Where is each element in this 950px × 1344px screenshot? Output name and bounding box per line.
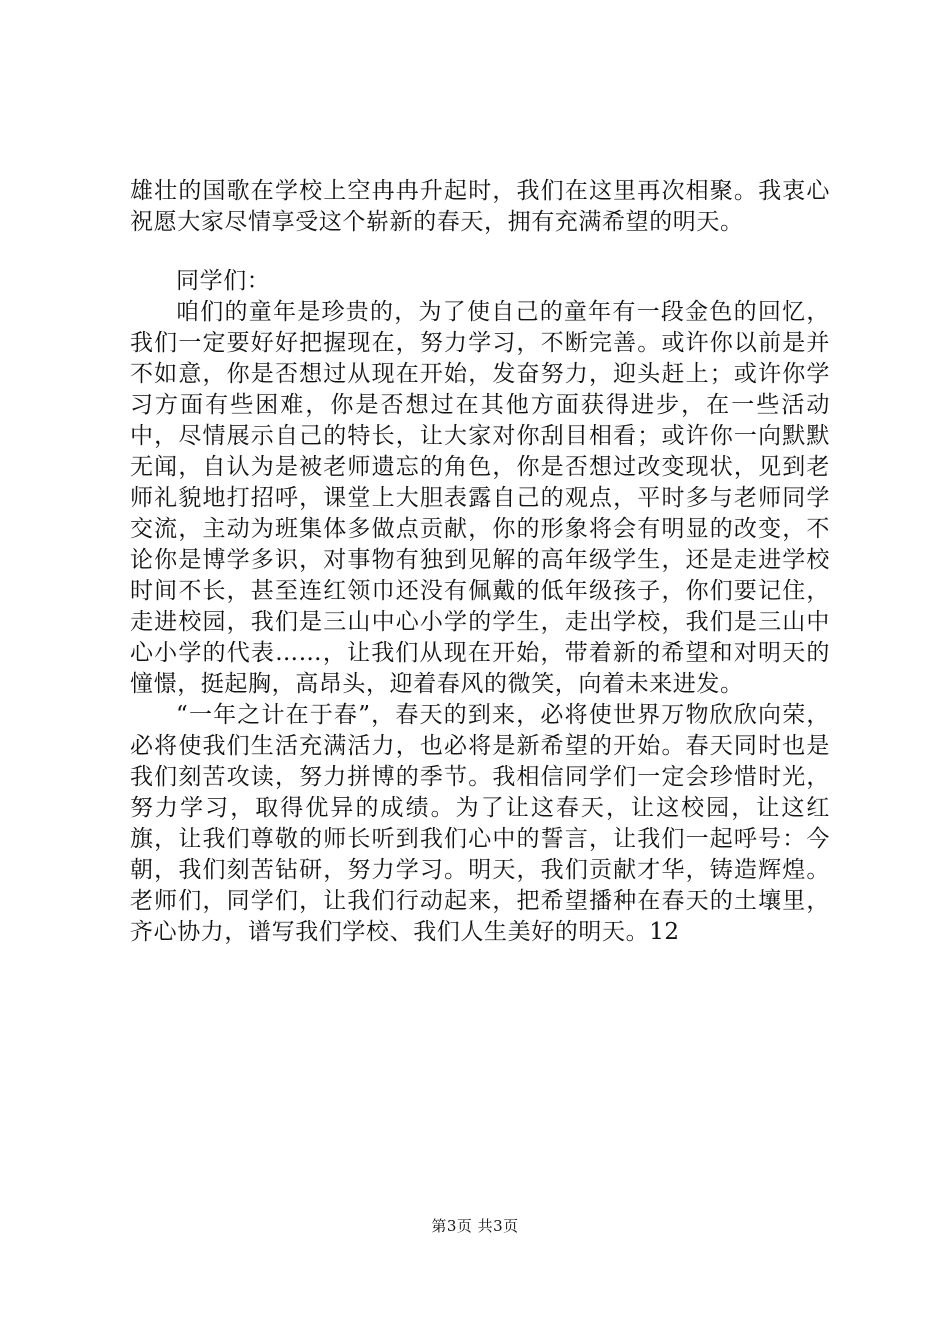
page-footer: 第3页 共3页 (431, 1217, 519, 1235)
paragraph-spring: “一年之计在于春”，春天的到来，必将使世界万物欣欣向荣，必将使我们生活充满活力，也必将是新希望的开始。春天同时也是我们刻苦攻读，努力拼博的季节。我相信同学们一定会珍惜时光，努力学习，取得优异的成绩。为了让这春天，让这校园，让这红旗，让我们尊敬的师长听到我们心中的誓言，让我们一起呼号：今朝，我们刻苦钻研，努力学习。明天，我们贡献才华，铸造辉煌。老师们，同学们，让我们行动起来，把希望播种在春天的土壤里，齐心协力，谱写我们学校、我们人生美好的明天。12 (130, 702, 830, 945)
paragraph-salutation: 同学们： (176, 268, 271, 294)
document-body (130, 176, 830, 948)
paragraph-childhood: 咱们的童年是珍贵的，为了使自己的童年有一段金色的回忆，我们一定要好好把握现在，努力学习，不断完善。或许你以前是并不如意，你是否想过从现在开始，发奋努力，迎头赶上；或许你学习方面有些困难，你是否想过在其他方面获得进步，在一些活动中，尽情展示自己的特长，让大家对你刮目相看；或许你一向默默无闻，自认为是被老师遗忘的角色，你是否想过改变现状，见到老师礼貌地打招呼，课堂上大胆表露自己的观点，平时多与老师同学交流，主动为班集体多做点贡献，你的形象将会有明显的改变，不论你是博学多识，对事物有独到见解的高年级学生，还是走进学校时间不长，甚至连红领巾还没有佩戴的低年级孩子，你们要记住，走进校园，我们是三山中心小学的学生，走出学校，我们是三山中心小学的代表……，让我们从现在开始，带着新的希望和对明天的憧憬，挺起胸，高昂头，迎着春风的微笑，向着未来进发。 (130, 299, 830, 697)
paragraph-anthem: 雄壮的国歌在学校上空冉冉升起时，我们在这里再次相聚。我衷心祝愿大家尽情享受这个崭新的春天，拥有充满希望的明天。 (130, 178, 830, 235)
